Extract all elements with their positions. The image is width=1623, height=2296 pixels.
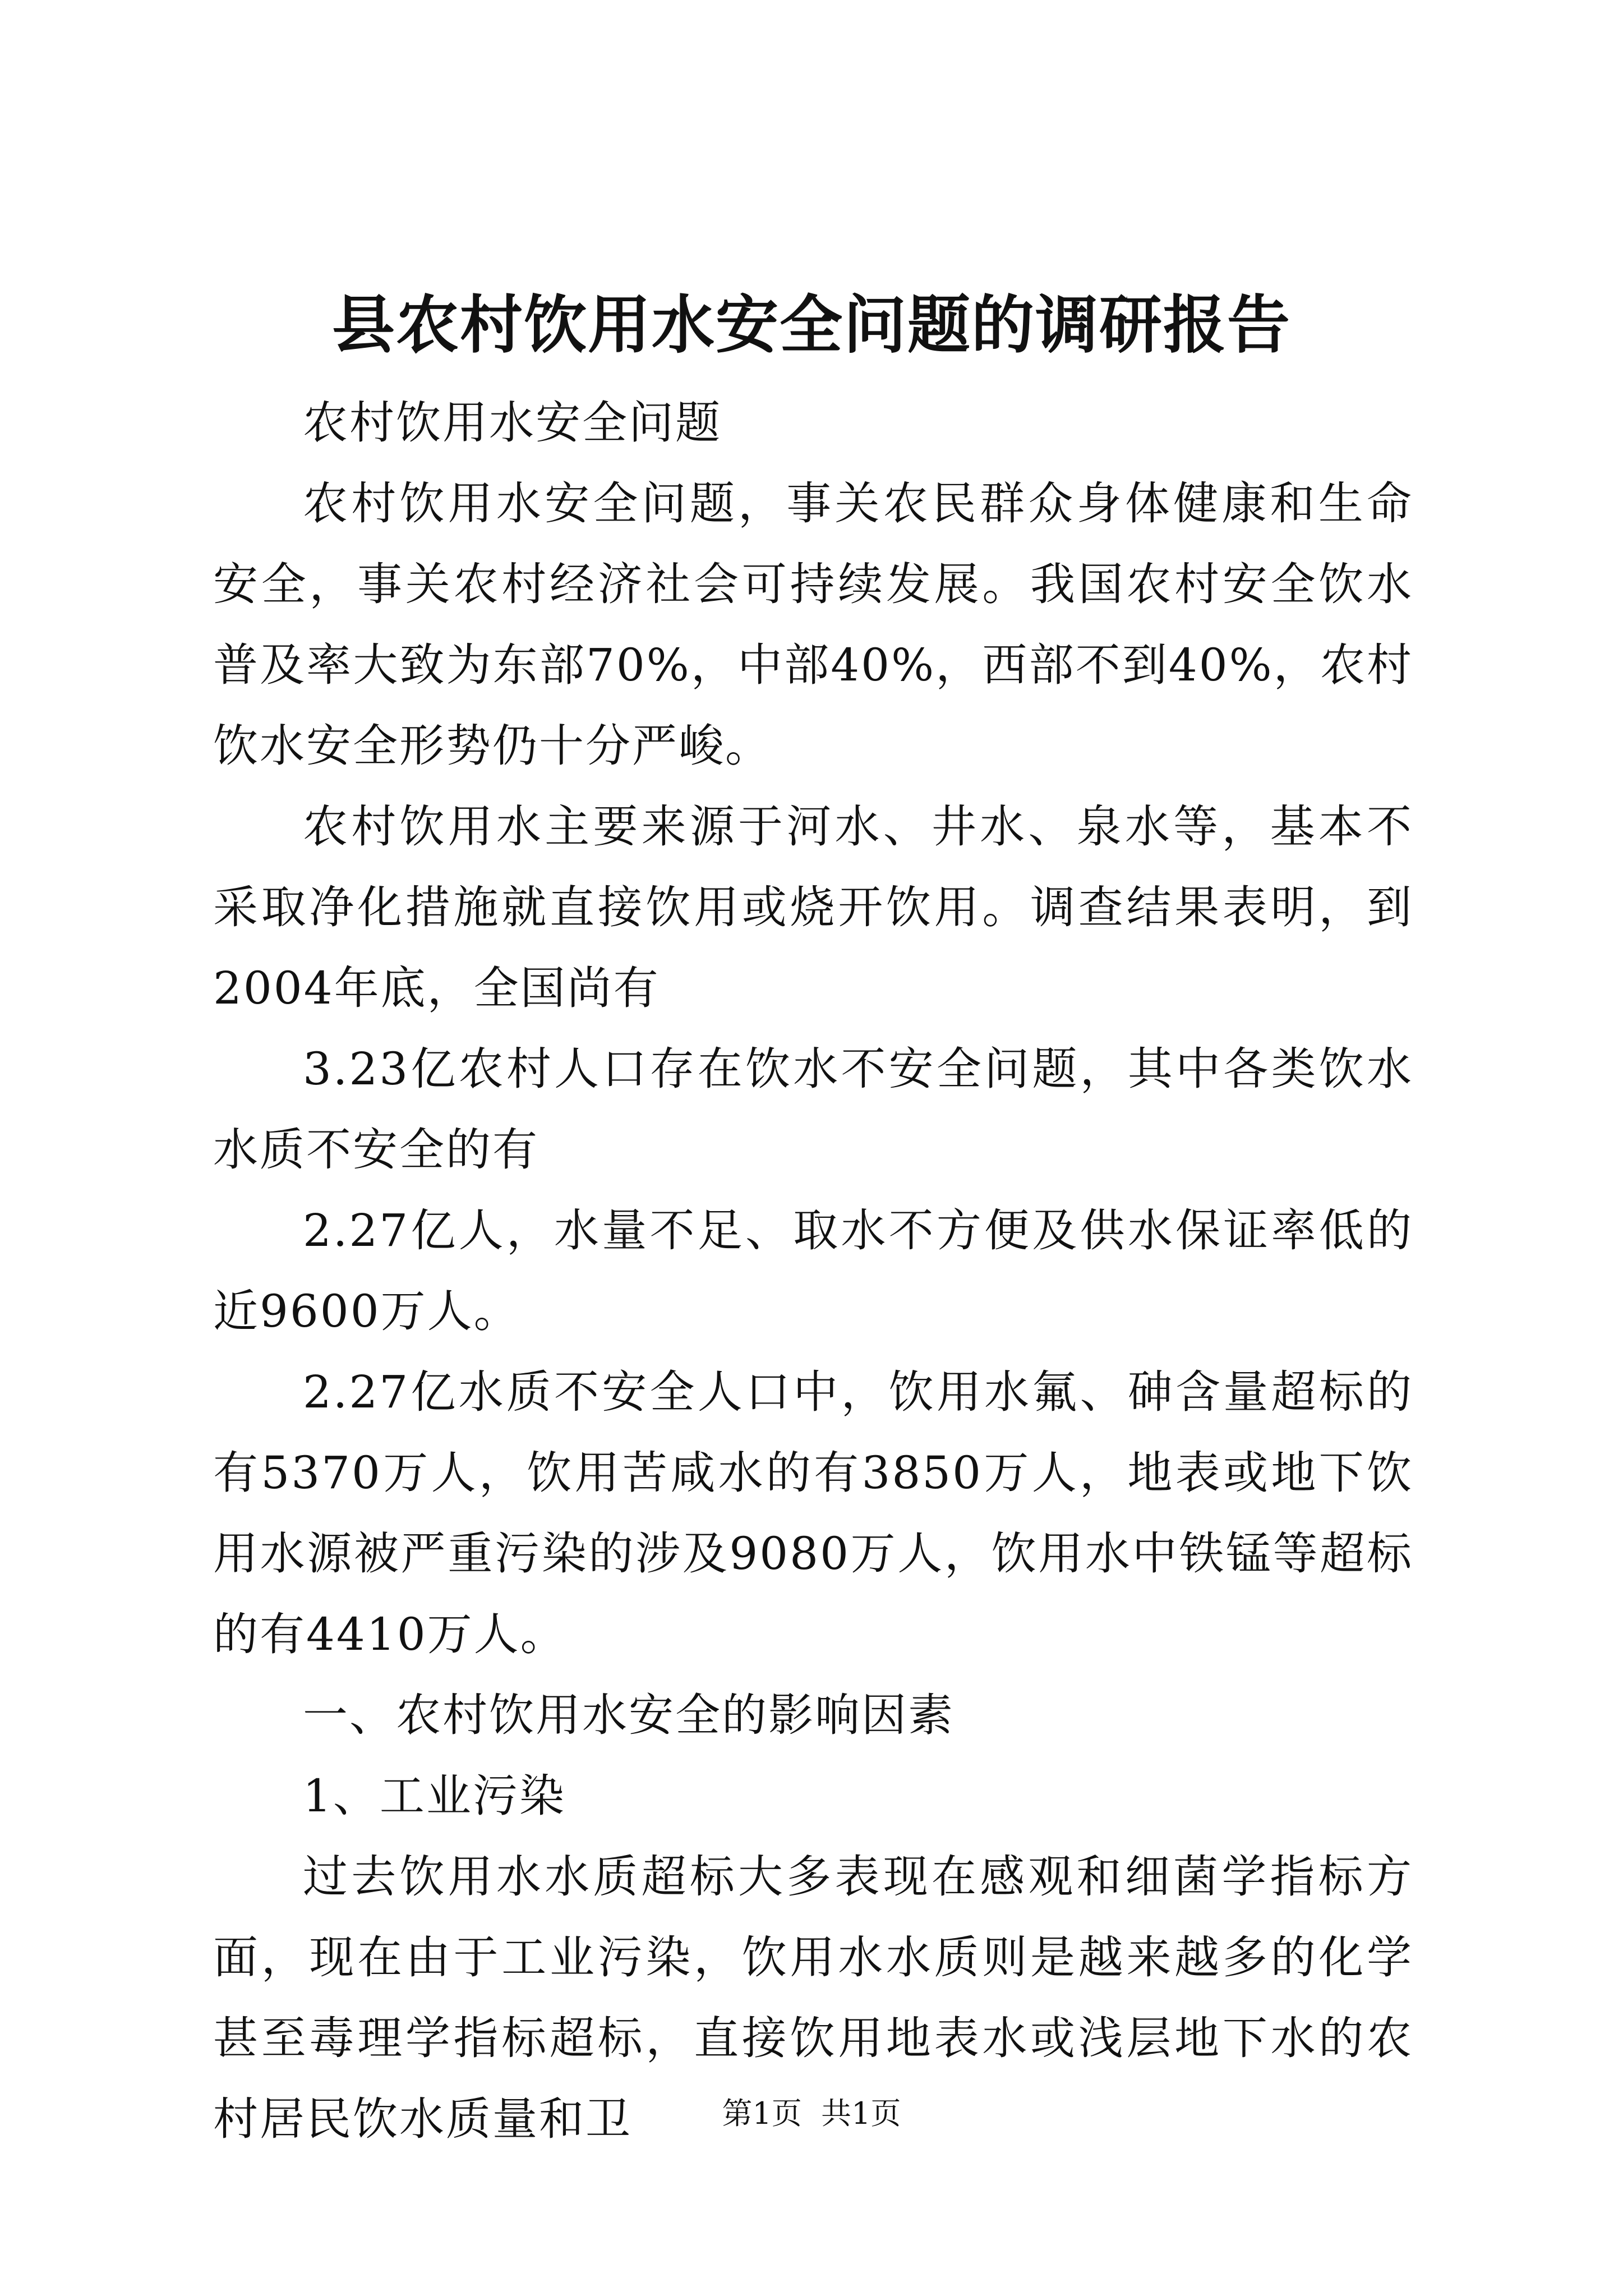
page-footer (0, 2091, 1623, 2136)
paragraph-industrial-pollution: 过去饮用水水质超标大多表现在感观和细菌学指标方面，现在由于工业污染，饮用水水质则是越来越多的化学甚至毒理学指标超标，直接饮用地表水或浅层地下水的农村居民饮水质量和卫 (213, 1851, 1413, 2145)
subsection-heading-industrial-pollution: 1、工业污染 (303, 1770, 566, 1822)
document-body (213, 383, 1413, 2160)
paragraph-unsafe-population: 3.23亿农村人口存在饮水不安全问题，其中各类饮水水质不安全的有 (213, 1043, 1413, 1176)
page-number-label: 第1页 共1页 (722, 2096, 901, 2131)
document-title: 县农村饮用水安全问题的调研报告 (332, 288, 1291, 362)
paragraph-subtitle: 农村饮用水安全问题 (303, 397, 722, 449)
paragraph-intro: 农村饮用水安全问题，事关农民群众身体健康和生命安全，事关农村经济社会可持续发展。我国农村安全饮水普及率大致为东部70%，中部40%，西部不到40%，农村饮水安全形势仍十分严峻。 (213, 477, 1413, 772)
section-heading-factors: 一、农村饮用水安全的影响因素 (303, 1689, 955, 1741)
paragraph-water-sources: 农村饮用水主要来源于河水、井水、泉水等，基本不采取净化措施就直接饮用或烧开饮用。调查结果表明，到2004年底，全国尚有 (213, 800, 1413, 1014)
paragraph-water-quality-breakdown: 2.27亿水质不安全人口中，饮用水氟、砷含量超标的有5370万人，饮用苦咸水的有3850万人，地表或地下饮用水源被严重污染的涉及9080万人，饮用水中铁锰等超标的有4410万人。 (213, 1366, 1413, 1660)
paragraph-water-quantity: 2.27亿人，水量不足、取水不方便及供水保证率低的近9600万人。 (213, 1204, 1413, 1337)
